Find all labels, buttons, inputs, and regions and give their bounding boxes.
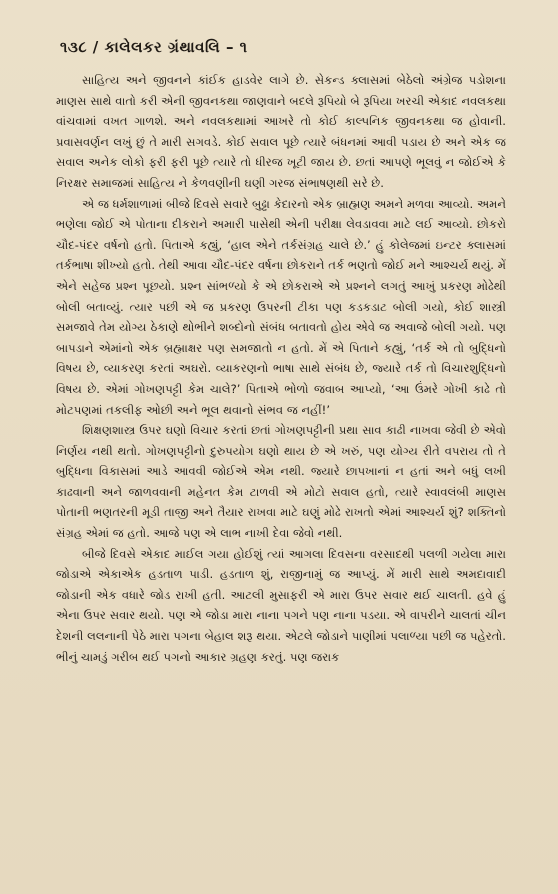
paragraph: બીજે દિવસે એકાદ માઈલ ગયા હોઈશું ત્યાં આગલા દિવસના વરસાદથી પલળી ગયેલા મારા જોડાએ એકાએક હડતાળ પાડી. હડતાળ શું, રાજીનામું જ આપ્યું. મેં મારી સાથે અમદાવાદી જોડાની એક વધારે જોડ રાખી હતી. આટલી મુસાફરી એ મારા ઉપર સવાર થઈ ચાલતી. હવે હું એના ઉપર સવાર થયો. પણ એ જોડા મારા નાના પગને પણ નાના પડયા. એ વાપરીને ચાલતાં ચીન દેશની લલનાની પેઠે મારા પગના બેહાલ શરૂ થયા. એટલે જોડાને પાણીમાં પલાળ્યા પછી જ પહેરતો. ભીનું ચામડું ગરીબ થઈ પગનો આકાર ગ્રહણ કરતું. પણ જરાક	[56, 546, 506, 664]
running-head: ૧૩૮ / કાલેલકર ગ્રંથાવલિ – ૧	[60, 38, 248, 56]
paragraph: સાહિત્ય અને જીવનને કાંઈક હાડવેર લાગે છે. સેકન્ડ ક્લાસમાં બેઠેલો અંગ્રેજ પડોશના માણસ સાથે વાતો કરી એની જીવનકથા જાણવાને બદલે રૂપિયો બે રૂપિયા ખરચી એકાદ નવલકથા વાંચવામાં વખત ગાળશે. અને નવલકથામાં આખરે તો કોઈ કાલ્પનિક જીવનકથા જ હોવાની. પ્રવાસવર્ણન લખું છું તે મારી સગવડે. કોઈ સવાલ પૂછે ત્યારે બંધનમાં આવી પડાય છે અને એક જ સવાલ અનેક લોકો ફરી ફરી પૂછે ત્યારે તો ધીરજ ખૂટી જાય છે. છતાં આપણે ભૂલવું ન જોઈએ કે નિરક્ષર સમાજમાં સાહિત્ય ને કેળવણીની ઘણી ગરજ સંભાષણથી સરે છે.	[56, 73, 506, 190]
body-text	[56, 70, 506, 667]
paragraph: એ જ ધર્મશાળામાં બીજે દિવસે સવારે બુઢ્ઢા કેદારનો એક બ્રાહ્મણ અમને મળવા આવ્યો. અમને ભણેલા જોઈ એ પોતાના દીકરાને અમારી પાસેથી એની પરીક્ષા લેવડાવવા માટે લઈ આવ્યો. છોકરો ચૌદ-પંદર વર્ષનો હતો. પિતાએ કહ્યું, ‘હાલ એને તર્કસંગ્રહ ચાલે છે.’ હું કોલેજમાં ઇન્ટર ક્લાસમાં તર્કભાષા શીખ્યો હતો. તેથી આવા ચૌદ-પંદર વર્ષના છોકરાને તર્ક ભણતો જોઈ મને આશ્ચર્ય થયું. મેં એને સહેજ પ્રશ્ન પૂછયો. પ્રશ્ન સાંભળ્યો કે એ છોકરાએ એ પ્રશ્નને લગતું આખું પ્રકરણ મોઢેથી બોલી બતાવ્યું. ત્યાર પછી એ જ પ્રકરણ ઉપરની ટીકા પણ કડકડાટ બોલી ગયો, કોઈ શાસ્ત્રી સમજાવે તેમ યોગ્ય ઠેકાણે થોભીને શબ્દોનો સંબંધ બતાવતો હોય એવે જ અવાજે બોલી ગયો. પણ બાપડાને એમાંનો એક બ્રહ્માક્ષર પણ સમજાતો ન હતો. મેં એ પિતાને કહ્યું, ‘તર્ક એ તો બુદ્ધિનો વિષય છે, વ્યાકરણ કરતાં અઘરો. વ્યાકરણનો ભાષા સાથે સંબંધ છે, જ્યારે તર્ક તો વિચારશુદ્ધિનો વિષય છે. એમાં ગોખણપટ્ટી કેમ ચાલે?’ પિતાએ ભોળો જવાબ આપ્યો, ‘આ ઉંમરે ગોખી કાઢે તો મોટપણમાં તકલીફ ઓછી અને ભૂલ થવાનો સંભવ જ નહીં!’	[56, 196, 506, 417]
paragraph: શિક્ષણશાસ્ત્ર ઉપર ઘણો વિચાર કરતાં છતાં ગોખણપટ્ટીની પ્રથા સાવ કાઢી નાખવા જેવી છે એવો નિર્ણય નથી થતો. ગોખણપટ્ટીનો દુરુપયોગ ઘણો થાય છે એ ખરું, પણ યોગ્ય રીતે વપરાય તો તે બુદ્ધિના વિકાસમાં આડે આવવી જોઈએ એમ નથી. જ્યારે છાપખાનાં ન હતાં અને બધું લખી કાઢવાની અને જાળવવાની મહેનત કેમ ટાળવી એ મોટો સવાલ હતો, ત્યારે સ્વાવલંબી માણસ પોતાની ભણતરની મૂડી તાજી અને તૈયાર રાખવા માટે ઘણું મોઢે રાખતો એમાં આશ્ચર્ય શું? શક્તિનો સંગ્રહ એમાં જ હતો. આજે પણ એ લાભ નાખી દેવા જેવો નથી.	[56, 423, 506, 541]
